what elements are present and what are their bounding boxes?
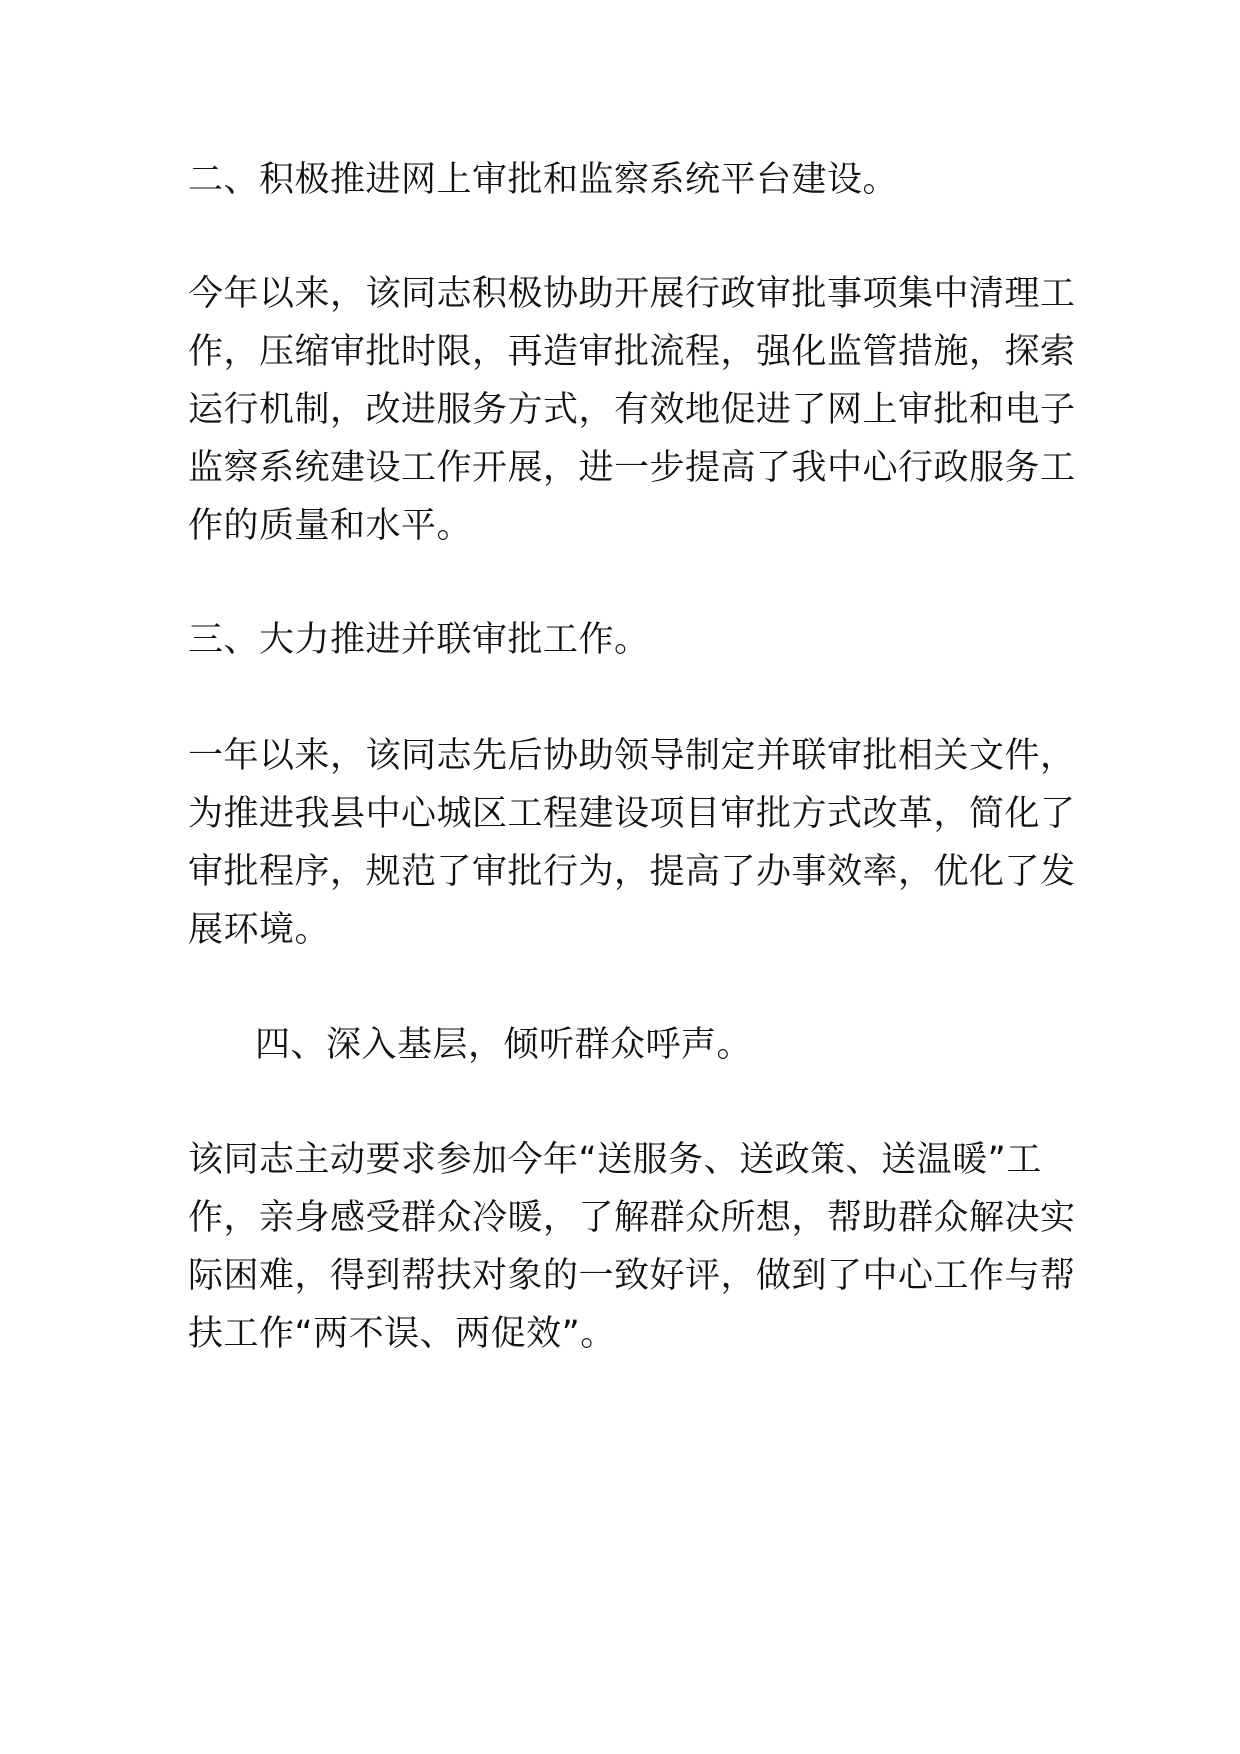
section-heading-4: 四、深入基层，倾听群众呼声。 [255,1025,753,1065]
section-heading-3: 三、大力推进并联审批工作。 [188,620,650,660]
paragraph-line: 运行机制，改进服务方式，有效地促进了网上审批和电子 [188,390,1076,430]
paragraph-line: 今年以来，该同志积极协助开展行政审批事项集中清理工 [188,274,1076,314]
paragraph-line: 作，亲身感受群众冷暖，了解群众所想，帮助群众解决实 [188,1198,1076,1238]
paragraph-line: 审批程序，规范了审批行为，提高了办事效率，优化了发 [188,852,1076,892]
paragraph-line: 监察系统建设工作开展，进一步提高了我中心行政服务工 [188,448,1076,488]
paragraph-line: 扶工作“两不误、两促效”。 [188,1314,616,1354]
paragraph-line: 展环境。 [188,910,331,950]
paragraph-line: 一年以来，该同志先后协助领导制定并联审批相关文件， [188,736,1076,776]
paragraph-line: 作的质量和水平。 [188,506,473,546]
paragraph-line: 际困难，得到帮扶对象的一致好评，做到了中心工作与帮 [188,1256,1076,1296]
paragraph-line: 作，压缩审批时限，再造审批流程，强化监管措施，探索 [188,332,1076,372]
section-heading-2: 二、积极推进网上审批和监察系统平台建设。 [188,160,899,200]
paragraph-line: 为推进我县中心城区工程建设项目审批方式改革，简化了 [188,794,1076,834]
paragraph-line: 该同志主动要求参加今年“送服务、送政策、送温暖”工 [188,1140,1042,1180]
